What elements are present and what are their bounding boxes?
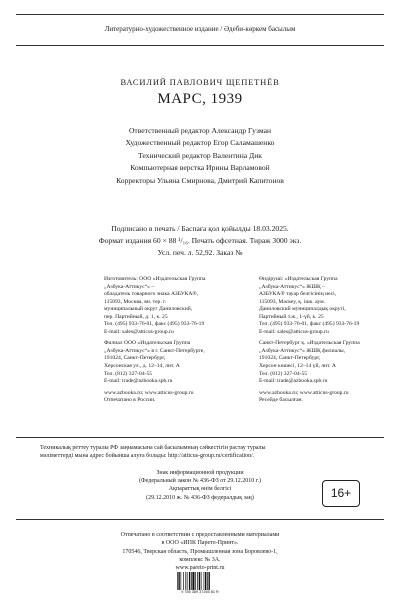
- top-rule: [16, 14, 384, 15]
- info-line: www.azbooka.ru; www.atticus-group.ru: [259, 389, 349, 396]
- info-line: (Федеральный закон № 436-ФЗ от 29.12.2010 г.): [138, 478, 262, 485]
- info-line: 115093, Мәскеу, қ. ішк. аум.: [259, 298, 326, 305]
- editor-line: Корректоры Ульяна Смирнова, Дмитрий Капитонов: [116, 175, 284, 185]
- publisher-kz-branch: [259, 340, 389, 385]
- info-line: АЗБУКА® тауар белгісінің иесі,: [259, 291, 337, 298]
- tech-regulation-note: [40, 444, 360, 461]
- info-line: Тел. (812) 327-04-55: [259, 370, 308, 377]
- info-line: „Азбука-Аттикус“» –: [104, 283, 155, 290]
- info-line: Херсонская ул., д. 12–14, лит. А: [104, 363, 180, 370]
- print-info: [0, 223, 400, 259]
- print-info-line: Усл. печ. л. 52,92. Заказ №: [157, 248, 243, 257]
- info-line: мәліметтерді мына адрес бойынша алуға болады: http://atticus-group.ru/certification/.: [40, 453, 255, 460]
- info-line: E-mail: sales@atticus-group.ru: [104, 328, 174, 335]
- info-line: Херсон көшесі, 12–14 үй, лит. А: [259, 363, 336, 370]
- print-info-line: Формат издания 60 × 88 ¹/₁₆. Печать офсетная. Тираж 3000 экз.: [98, 236, 302, 245]
- book-title: МАРС, 1939: [157, 91, 243, 107]
- editor-line: Художественный редактор Егор Саламашенко: [125, 138, 275, 148]
- info-line: E-mail: trade@azbooka.spb.ru: [104, 378, 173, 385]
- printer-info: [0, 531, 400, 572]
- info-line: „Азбука-Аттикус“» в г. Санкт-Петербурге,: [104, 347, 205, 354]
- info-line: Ресейде басылған.: [259, 397, 303, 404]
- info-line: E-mail: sales@atticus-group.ru: [259, 328, 329, 335]
- info-line: „Азбука-Аттикус“» ЖШҚ –: [259, 283, 325, 290]
- info-line: Даниловский муниципалдық округі,: [259, 306, 346, 313]
- info-line: Отпечатано в России.: [104, 397, 156, 404]
- info-line: E-mail: trade@azbooka.spb.ru: [259, 378, 328, 385]
- publisher-kz: [259, 276, 389, 405]
- info-line: „Азбука-Аттикус“» ЖШҚ филиалы,: [259, 347, 346, 354]
- info-line: обладатель товарного знака АЗБУКА®,: [104, 291, 199, 298]
- publisher-ru-web: [104, 390, 234, 405]
- info-line: Изготовитель: ООО «Издательская Группа: [104, 276, 206, 282]
- barcode-number: 9 785 389 37265 81 R: [181, 590, 219, 594]
- info-line: www.azbooka.ru; www.atticus-group.ru: [104, 389, 194, 396]
- info-line: Өндіруші: «Издательская Группа: [259, 276, 338, 282]
- info-line: Тел. (495) 933-76-01, факс (495) 933-76-19: [104, 321, 205, 328]
- info-line: в ООО «ИПК Парето-Принт».: [161, 540, 239, 547]
- editor-line: Компьютерная верстка Ирины Варламовой: [130, 163, 270, 173]
- info-line: Техникалық реттеу туралы РФ заңнамасына сай басылымның сәйкестігін растау туралы: [40, 445, 266, 451]
- publisher-kz-main: [259, 276, 389, 336]
- publisher-ru-main: [104, 276, 234, 336]
- editors-list: [0, 125, 400, 187]
- lower-rule: [16, 519, 384, 520]
- info-line: Тел. (812) 327-04-55: [104, 370, 153, 377]
- info-line: Ақпараттық өнім белгісі: [168, 486, 232, 493]
- info-line: Отпечатано в соответствии с предоставленными материалами: [120, 532, 280, 538]
- info-line: 191024, Санкт-Петербург,: [259, 355, 321, 362]
- info-line: Знак информационной продукции: [156, 470, 244, 476]
- info-line: пер. Партийный, д. 1, к. 25: [104, 313, 168, 320]
- info-line: Филиал ООО «Издательская Группа: [104, 340, 191, 347]
- info-line: муниципальный округ Даниловский,: [104, 306, 193, 313]
- print-info-line: Подписано в печать / Баспаға қол қойылды 18.03.2025.: [111, 224, 289, 233]
- info-line: (29.12.2010 ж. № 436-ФЗ федералдық заң): [146, 494, 254, 501]
- info-line: Санкт-Петербург қ. «Издательская Группа: [259, 340, 360, 347]
- info-line: Тел. (495) 933-76-01, факс (495) 933-76-19: [259, 321, 360, 328]
- editor-line: Ответственный редактор Александр Гузман: [128, 126, 272, 135]
- middle-rule: [16, 437, 384, 438]
- barcode-icon: [176, 572, 224, 590]
- series-line: Литературно-художественное издание / Әдеби-көркем басылым: [104, 25, 296, 33]
- info-line: 191024, Санкт-Петербург,: [104, 355, 166, 362]
- publisher-kz-web: [259, 390, 389, 405]
- publisher-ru: [104, 276, 234, 405]
- info-line: www.pareto-print.ru: [175, 565, 225, 572]
- info-line: 115093, Москва, вн. тер. г.: [104, 298, 167, 305]
- series-rule: [16, 45, 384, 46]
- info-line: 170546, Тверская область, Промышленная зона Боровлево-1,: [122, 548, 278, 555]
- editor-line: Технический редактор Валентина Дик: [138, 150, 262, 160]
- author-name: ВАСИЛИЙ ПАВЛОВИЧ ЩЕПЕТНЁВ: [120, 77, 280, 87]
- info-line: комплекс № 3А.: [179, 556, 221, 563]
- info-line: Партийный т.ж., 1-үй, к. 25: [259, 313, 324, 320]
- publisher-ru-branch: [104, 340, 234, 385]
- age-rating-badge: 16+: [322, 480, 360, 507]
